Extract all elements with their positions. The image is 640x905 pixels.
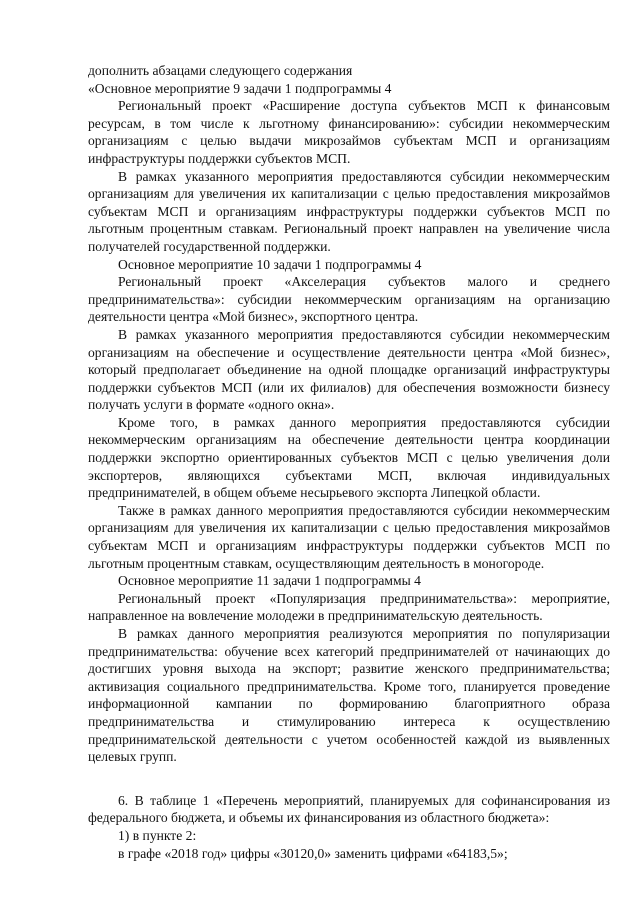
paragraph: Основное мероприятие 11 задачи 1 подпрограммы 4 [118, 573, 421, 589]
paragraph: «Основное мероприятие 9 задачи 1 подпрограммы 4 [88, 80, 392, 96]
paragraph: В рамках указанного мероприятия предоставляются субсидии некоммерческим организациям для увеличения их капитализации с целью предоставления микрозаймов субъектам МСП и организациям инфраструктуры поддержки субъектов МСП по льготным процентным ставкам. Региональный проект направлен на увеличение числа получателей государственной поддержки. [88, 168, 610, 254]
document-body [88, 62, 610, 766]
paragraph: 1) в пункте 2: [118, 827, 197, 843]
document-body-continued [88, 792, 610, 862]
paragraph: Основное мероприятие 10 задачи 1 подпрограммы 4 [118, 256, 422, 272]
document-page [88, 62, 610, 862]
paragraph: 6. В таблице 1 «Перечень мероприятий, планируемых для софинансирования из федерального бюджета, и объемы их финансирования из областного бюджета»: [88, 792, 610, 826]
paragraph: Региональный проект «Расширение доступа субъектов МСП к финансовым ресурсам, в том числе к льготному финансированию»: субсидии некоммерческим организациям с целью выдачи микрозаймов субъектам МСП и организациям инфраструктуры поддержки субъектов МСП. [88, 98, 610, 166]
paragraph: В рамках данного мероприятия реализуются мероприятия по популяризации предпринимательства: обучение всех категорий предпринимателей от начинающих до достигших уровня выхода на экспорт; развитие женского предпринимательства; активизация социального предпринимательства. Кроме того, планируется проведение информационной кампании по формированию благоприятного образа предпринимательства и стимулированию интереса к осуществлению предпринимательской деятельности с учетом особенностей каждой из выявленных целевых групп. [88, 626, 610, 765]
paragraph-gap [88, 766, 610, 792]
paragraph: В рамках указанного мероприятия предоставляются субсидии некоммерческим организациям на обеспечение и осуществление деятельности центра «Мой бизнес», который предполагает объединение на одной площадке организаций инфраструктуры поддержки субъектов МСП (или их филиалов) для обеспечения возможности бизнесу получать услуги в формате «одного окна». [88, 326, 610, 413]
paragraph: Региональный проект «Популяризация предпринимательства»: мероприятие, направленное на вовлечение молодежи в предпринимательскую деятельность. [88, 590, 610, 624]
paragraph: дополнить абзацами следующего содержания [88, 63, 353, 78]
paragraph: Также в рамках данного мероприятия предоставляются субсидии некоммерческим организациям для увеличения их капитализации с целью предоставления микрозаймов субъектам МСП и организациям инфраструктуры поддержки субъектов МСП по льготным процентным ставкам, осуществляющим деятельность в моногороде. [88, 502, 610, 571]
paragraph: Кроме того, в рамках данного мероприятия предоставляются субсидии некоммерческим организациям на обеспечение деятельности центра координации поддержки экспортно ориентированных субъектов МСП с целью увеличения доли экспортеров, являющихся субъектами МСП, включая индивидуальных предпринимателей, в общем объеме несырьевого экспорта Липецкой области. [88, 414, 610, 501]
paragraph: Региональный проект «Акселерация субъектов малого и среднего предпринимательства»: субсидии некоммерческим организациям на организацию деятельности центра «Мой бизнес», экспортного центра. [88, 274, 610, 325]
paragraph: в графе «2018 год» цифры «30120,0» заменить цифрами «64183,5»; [118, 845, 508, 861]
